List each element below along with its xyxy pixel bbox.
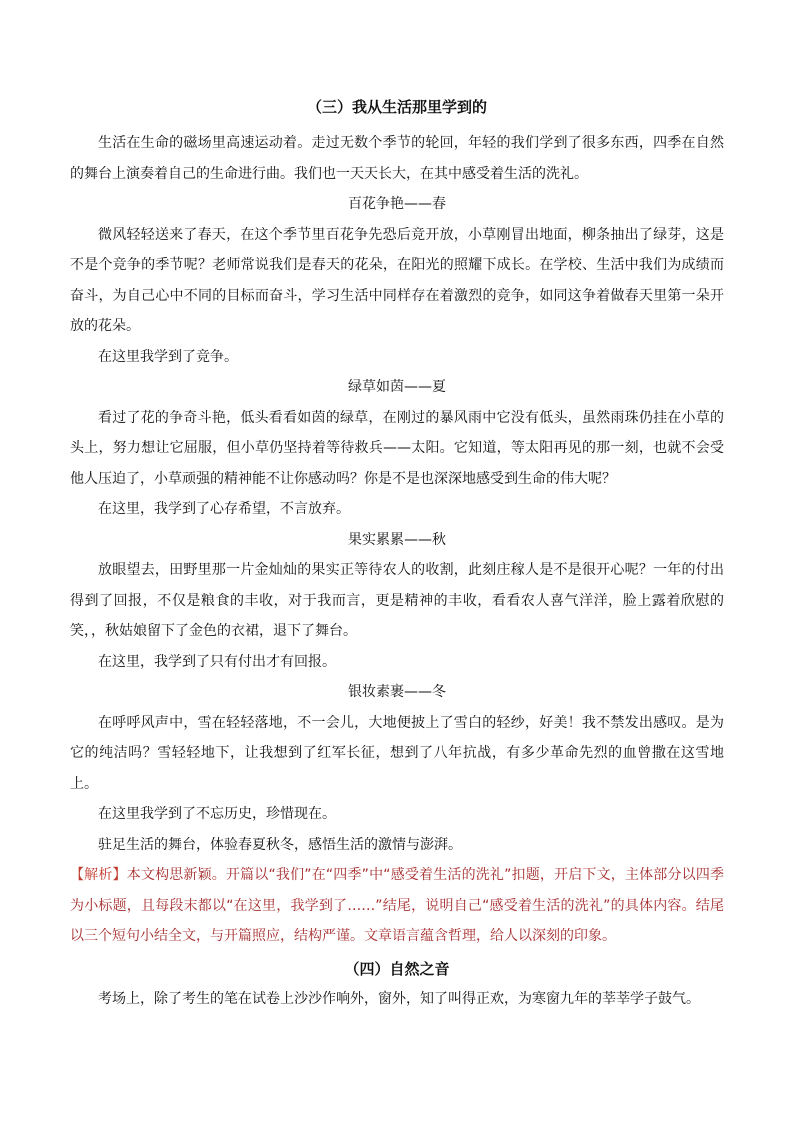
- analysis-text: 本文构思新颖。开篇以“我们”在“四季”中“感受着生活的洗礼”扣题，开启下文，主体部分以四季为小标题，且每段末都以“在这里，我学到了……”结尾，说明自己“感受着生活的洗礼”的具体内容。结尾以三个短句小结全文，与开篇照应，结构严谨。文章语言蕴含哲理，给人以深刻的印象。: [70, 867, 725, 944]
- spring-paragraph: 微风轻轻送来了春天，在这个季节里百花争先恐后竞开放，小草刚冒出地面，柳条抽出了绿芽，这是不是个竞争的季节呢？老师常说我们是春天的花朵，在阳光的照耀下成长。在学校、生活中我们为成绩而奋斗，为自己心中不同的目标而奋斗，学习生活中同样存在着激烈的竞争，如同这争着做春天里第一朵开放的花朵。: [70, 226, 724, 334]
- conclusion-paragraph: 驻足生活的舞台，体验春夏秋冬，感悟生活的激情与澎湃。: [98, 836, 462, 853]
- spring-lesson: 在这里我学到了竞争。: [98, 348, 238, 365]
- summer-paragraph: 看过了花的争奇斗艳，低头看看如茵的绿草，在刚过的暴风雨中它没有低头，虽然雨珠仍挂在小草的头上，努力想让它屈服，但小草仍坚持着等待救兵——太阳。它知道，等太阳再见的那一刻，也就不会受他人压迫了，小草顽强的精神能不让你感动吗？你是不是也深深地感受到生命的伟大呢？: [70, 409, 724, 487]
- autumn-paragraph: 放眼望去，田野里那一片金灿灿的果实正等待农人的收割，此刻庄稼人是不是很开心呢？一年的付出得到了回报，不仅是粮食的丰收，对于我而言，更是精神的丰收，看看农人喜气洋洋，脸上露着欣慰的笑，，秋姑娘留下了金色的衣裙，退下了舞台。: [70, 562, 724, 639]
- analysis-tag: 【解析】: [70, 867, 127, 883]
- season-heading-winter: 银妆素裹——冬: [348, 684, 446, 700]
- summer-lesson: 在这里，我学到了心存希望，不言放弃。: [98, 501, 350, 517]
- autumn-lesson: 在这里，我学到了只有付出才有回报。: [98, 653, 336, 670]
- section-title: （三）我从生活那里学到的: [306, 98, 487, 116]
- winter-lesson: 在这里我学到了不忘历史，珍惜现在。: [98, 806, 336, 822]
- section-title-4: （四）自然之音: [344, 959, 450, 978]
- season-heading-spring: 百花争艳——春: [348, 196, 446, 212]
- section4-first-paragraph: 考场上，除了考生的笔在试卷上沙沙作响外，窗外，知了叫得正欢，为寒窗九年的莘莘学子鼓气。: [98, 990, 700, 1007]
- winter-paragraph: 在呼呼风声中，雪在轻轻落地，不一会儿，大地便披上了雪白的轻纱，好美！我不禁发出感叹。是为它的纯洁吗？雪轻轻地下，让我想到了红军长征，想到了八年抗战，有多少革命先烈的血曾撒在这雪地上。: [70, 714, 724, 792]
- analysis-paragraph: [70, 860, 724, 952]
- season-heading-summer: 绿草如茵——夏: [348, 379, 446, 395]
- season-heading-autumn: 果实累累——秋: [348, 531, 446, 548]
- document-page: [70, 97, 724, 1014]
- intro-paragraph: 生活在生命的磁场里高速运动着。走过无数个季节的轮回，年轻的我们学到了很多东西，四季在自然的舞台上演奏着自己的生命进行曲。我们也一天天长大，在其中感受着生活的洗礼。: [70, 135, 724, 182]
